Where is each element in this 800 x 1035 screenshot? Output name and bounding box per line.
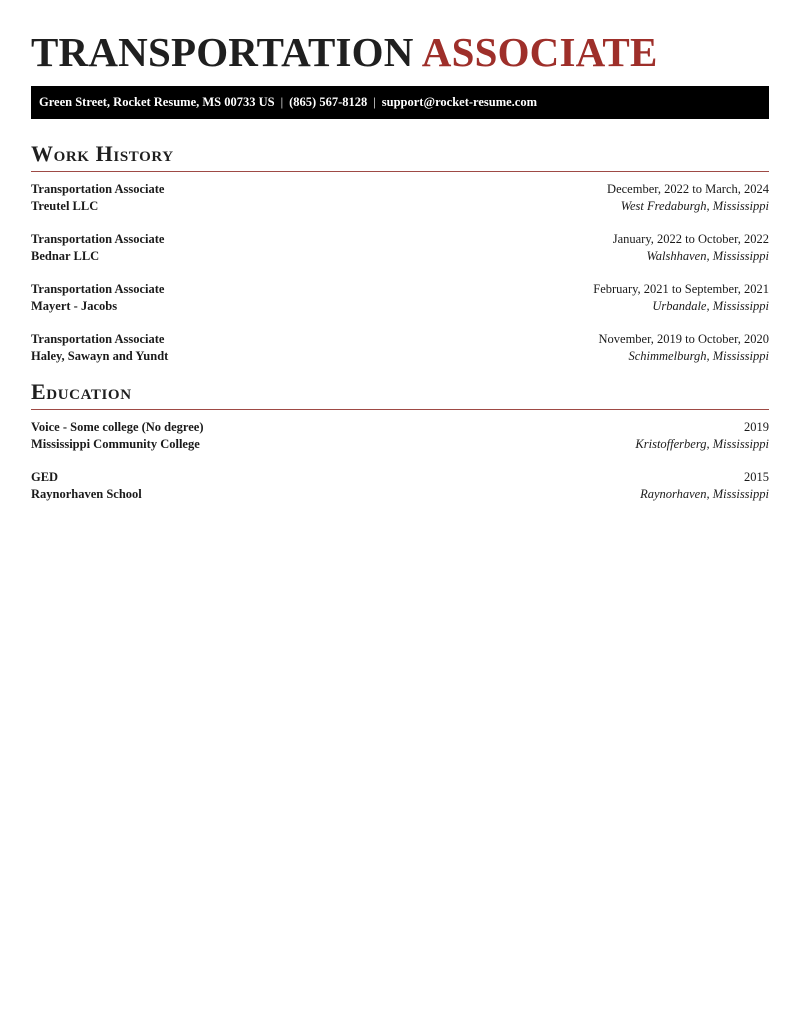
graduation-year: 2015 — [744, 470, 769, 484]
education-section — [31, 379, 769, 503]
title-part-2: ASSOCIATE — [421, 29, 658, 75]
job-location: West Fredaburgh, Mississippi — [620, 199, 769, 213]
degree-name: Voice - Some college (No degree) — [31, 420, 204, 434]
job-location: Schimmelburgh, Mississippi — [628, 349, 769, 363]
company-name: Treutel LLC — [31, 199, 99, 213]
work-history-list — [31, 172, 769, 365]
education-entry — [31, 469, 769, 503]
company-name: Mayert - Jacobs — [31, 299, 118, 313]
job-title: Transportation Associate — [31, 182, 165, 196]
school-location: Kristofferberg, Mississippi — [635, 437, 769, 451]
education-entry — [31, 419, 769, 453]
work-entry — [31, 281, 769, 315]
resume-title — [31, 0, 769, 76]
job-dates: January, 2022 to October, 2022 — [612, 232, 769, 246]
job-dates: February, 2021 to September, 2021 — [593, 282, 769, 296]
school-location: Raynorhaven, Mississippi — [640, 487, 769, 501]
work-history-section — [31, 141, 769, 365]
graduation-year: 2019 — [744, 420, 769, 434]
work-history-heading: Work History — [31, 141, 174, 166]
work-entry — [31, 231, 769, 265]
contact-separator: | — [373, 95, 376, 109]
job-location: Urbandale, Mississippi — [652, 299, 769, 313]
school-name: Mississippi Community College — [31, 437, 200, 451]
work-entry — [31, 181, 769, 215]
job-dates: November, 2019 to October, 2020 — [598, 332, 769, 346]
job-title: Transportation Associate — [31, 332, 165, 346]
contact-bar — [31, 86, 769, 119]
contact-separator: | — [280, 95, 284, 109]
education-heading: Education — [31, 379, 132, 404]
job-title: Transportation Associate — [31, 282, 165, 296]
contact-phone: (865) 567-8128 — [289, 95, 368, 109]
education-list — [31, 410, 769, 503]
contact-address: Green Street, Rocket Resume, MS 00733 US — [39, 95, 275, 109]
school-name: Raynorhaven School — [31, 487, 142, 501]
job-title: Transportation Associate — [31, 232, 165, 246]
job-location: Walshhaven, Mississippi — [646, 249, 769, 263]
title-part-1: TRANSPORTATION — [31, 29, 414, 75]
degree-name: GED — [31, 470, 59, 484]
company-name: Bednar LLC — [31, 249, 100, 263]
job-dates: December, 2022 to March, 2024 — [607, 182, 769, 196]
resume-page — [0, 0, 800, 503]
company-name: Haley, Sawayn and Yundt — [31, 349, 169, 363]
work-entry — [31, 331, 769, 365]
contact-email[interactable]: support@rocket-resume.com — [381, 95, 538, 109]
